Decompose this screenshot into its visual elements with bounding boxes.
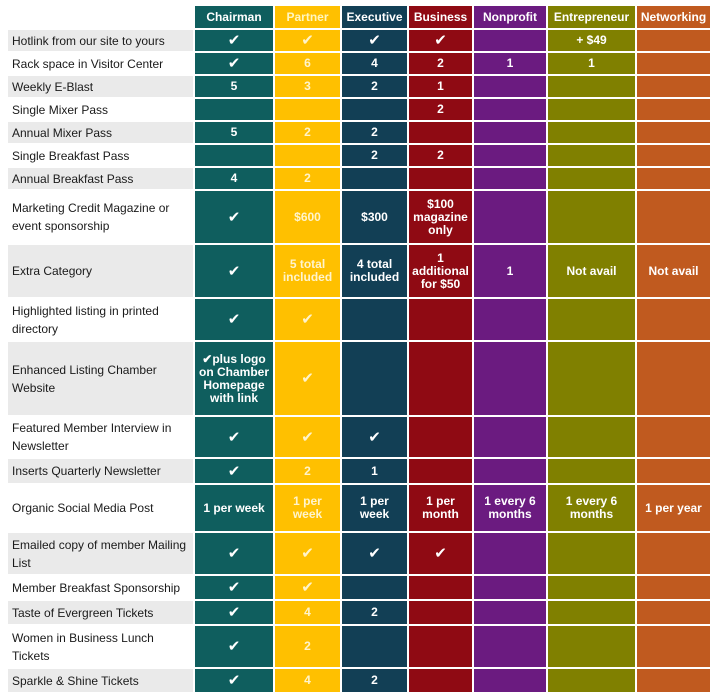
benefit-cell-networking [636,458,711,484]
benefit-row [8,52,711,75]
benefit-cell-business: 2 [408,52,473,75]
benefit-label: Women in Business Lunch Tickets [8,625,194,668]
benefit-cell-chairman: ✔ [194,532,274,575]
benefit-cell-chairman: ✔ [194,416,274,458]
benefit-row [8,144,711,167]
benefit-row [8,600,711,625]
benefit-cell-partner: ✔ [274,532,341,575]
benefit-cell-business [408,298,473,341]
benefit-cell-nonprofit [473,575,547,600]
benefit-cell-partner: 4 [274,668,341,693]
benefit-cell-executive: 2 [341,668,408,693]
benefit-label: Rack space in Visitor Center [8,52,194,75]
benefit-cell-entrepreneur [547,458,636,484]
benefit-cell-nonprofit [473,600,547,625]
benefit-cell-business [408,575,473,600]
tier-header-nonprofit: Nonprofit [473,6,547,29]
benefit-cell-entrepreneur [547,416,636,458]
benefit-cell-executive: ✔ [341,416,408,458]
benefit-cell-entrepreneur [547,625,636,668]
benefit-cell-partner: 4 [274,600,341,625]
benefit-cell-executive: 4 [341,52,408,75]
benefit-cell-business [408,121,473,144]
benefit-cell-chairman: ✔ [194,190,274,244]
benefit-cell-chairman [194,144,274,167]
benefit-cell-partner: 6 [274,52,341,75]
benefit-cell-executive [341,341,408,416]
benefit-cell-nonprofit [473,75,547,98]
benefit-cell-partner: ✔ [274,416,341,458]
benefit-label: Hotlink from our site to yours [8,29,194,52]
benefit-cell-entrepreneur: + $49 [547,29,636,52]
benefit-row [8,668,711,693]
benefit-row [8,98,711,121]
benefit-cell-networking: 1 per year [636,484,711,532]
benefit-row [8,167,711,190]
benefit-row [8,298,711,341]
benefit-cell-nonprofit [473,625,547,668]
benefit-cell-chairman: ✔ [194,668,274,693]
tier-header-partner: Partner [274,6,341,29]
benefit-cell-business: 2 [408,98,473,121]
benefit-cell-partner: ✔ [274,298,341,341]
benefit-cell-executive [341,98,408,121]
benefit-cell-entrepreneur [547,668,636,693]
benefit-row [8,75,711,98]
header-blank-cell [8,6,194,29]
benefit-cell-executive: $300 [341,190,408,244]
benefit-cell-networking [636,668,711,693]
benefit-cell-entrepreneur: 1 [547,52,636,75]
benefit-cell-partner: ✔ [274,29,341,52]
benefit-cell-business: 2 [408,144,473,167]
benefit-cell-entrepreneur [547,121,636,144]
benefit-cell-networking [636,341,711,416]
benefit-row [8,532,711,575]
benefit-cell-networking [636,625,711,668]
benefit-cell-networking: Not avail [636,244,711,298]
benefit-cell-business: ✔ [408,29,473,52]
benefit-cell-chairman: 5 [194,75,274,98]
tier-header-chairman: Chairman [194,6,274,29]
benefit-cell-partner: $600 [274,190,341,244]
benefit-cell-business: 1 additional for $50 [408,244,473,298]
benefit-cell-chairman: 5 [194,121,274,144]
benefit-label: Weekly E-Blast [8,75,194,98]
benefit-cell-partner: 2 [274,625,341,668]
benefit-cell-nonprofit [473,341,547,416]
benefit-label: Highlighted listing in printed directory [8,298,194,341]
benefit-cell-chairman: ✔plus logo on Chamber Homepage with link [194,341,274,416]
benefit-cell-nonprofit: 1 [473,52,547,75]
benefit-row [8,341,711,416]
benefit-row [8,575,711,600]
benefit-label: Annual Breakfast Pass [8,167,194,190]
benefit-cell-nonprofit [473,29,547,52]
benefit-label: Emailed copy of member Mailing List [8,532,194,575]
benefit-cell-entrepreneur [547,575,636,600]
benefit-row [8,244,711,298]
benefit-cell-chairman: ✔ [194,244,274,298]
benefit-cell-nonprofit: 1 every 6 months [473,484,547,532]
benefit-label: Sparkle & Shine Tickets [8,668,194,693]
benefit-label: Extra Category [8,244,194,298]
benefit-cell-entrepreneur [547,144,636,167]
benefit-cell-nonprofit [473,458,547,484]
benefit-cell-executive: ✔ [341,532,408,575]
benefit-cell-business [408,668,473,693]
benefit-label: Inserts Quarterly Newsletter [8,458,194,484]
benefit-cell-executive: 2 [341,75,408,98]
benefit-cell-networking [636,298,711,341]
benefit-cell-executive [341,167,408,190]
benefit-cell-nonprofit [473,668,547,693]
benefit-row [8,121,711,144]
benefit-cell-chairman: 4 [194,167,274,190]
benefit-label: Member Breakfast Sponsorship [8,575,194,600]
benefit-label: Enhanced Listing Chamber Website [8,341,194,416]
benefit-label: Marketing Credit Magazine or event sponsorship [8,190,194,244]
benefit-cell-nonprofit [473,416,547,458]
benefit-cell-executive [341,575,408,600]
benefit-cell-networking [636,144,711,167]
benefit-cell-networking [636,75,711,98]
benefit-cell-partner: 5 total included [274,244,341,298]
benefit-cell-executive [341,298,408,341]
benefit-row [8,29,711,52]
tier-header-executive: Executive [341,6,408,29]
benefit-cell-chairman: 1 per week [194,484,274,532]
benefit-row [8,190,711,244]
tier-header-entrepreneur: Entrepreneur [547,6,636,29]
benefit-cell-entrepreneur [547,532,636,575]
benefit-cell-executive: 1 [341,458,408,484]
benefit-cell-nonprofit [473,144,547,167]
benefit-cell-partner: 2 [274,458,341,484]
benefit-cell-nonprofit [473,532,547,575]
benefit-cell-business: 1 [408,75,473,98]
benefit-cell-partner: ✔ [274,575,341,600]
benefit-cell-business: 1 per month [408,484,473,532]
benefit-label: Single Mixer Pass [8,98,194,121]
benefit-cell-nonprofit [473,167,547,190]
benefit-cell-entrepreneur [547,341,636,416]
tier-header-row [8,6,711,29]
benefit-label: Single Breakfast Pass [8,144,194,167]
benefit-cell-executive: 2 [341,600,408,625]
benefit-cell-business: ✔ [408,532,473,575]
benefit-cell-nonprofit [473,298,547,341]
benefit-cell-networking [636,190,711,244]
benefit-row [8,484,711,532]
benefit-cell-business [408,600,473,625]
benefit-cell-chairman: ✔ [194,575,274,600]
benefit-cell-chairman: ✔ [194,625,274,668]
benefit-cell-entrepreneur: 1 every 6 months [547,484,636,532]
benefit-cell-chairman: ✔ [194,29,274,52]
benefit-cell-networking [636,52,711,75]
benefit-cell-entrepreneur [547,600,636,625]
benefit-cell-nonprofit: 1 [473,244,547,298]
benefit-cell-executive: ✔ [341,29,408,52]
benefit-cell-business [408,341,473,416]
benefit-cell-partner: 1 per week [274,484,341,532]
benefit-cell-networking [636,98,711,121]
benefit-cell-executive [341,625,408,668]
benefit-cell-partner: 2 [274,167,341,190]
benefit-cell-entrepreneur [547,167,636,190]
benefit-cell-partner: 2 [274,121,341,144]
benefit-cell-chairman: ✔ [194,298,274,341]
benefit-cell-business [408,458,473,484]
benefit-cell-business [408,416,473,458]
benefit-label: Featured Member Interview in Newsletter [8,416,194,458]
benefit-label: Annual Mixer Pass [8,121,194,144]
benefit-cell-entrepreneur: Not avail [547,244,636,298]
benefit-cell-networking [636,532,711,575]
benefit-cell-executive: 4 total included [341,244,408,298]
benefit-cell-nonprofit [473,98,547,121]
benefit-cell-executive: 1 per week [341,484,408,532]
benefit-row [8,458,711,484]
benefit-cell-networking [636,121,711,144]
benefit-cell-networking [636,575,711,600]
benefit-cell-executive: 2 [341,144,408,167]
membership-benefits-table [8,6,712,694]
benefit-cell-entrepreneur [547,98,636,121]
benefit-row [8,625,711,668]
benefit-cell-nonprofit [473,190,547,244]
benefit-cell-chairman: ✔ [194,600,274,625]
benefit-cell-partner: 3 [274,75,341,98]
benefit-cell-partner: ✔ [274,341,341,416]
benefit-cell-business [408,625,473,668]
benefit-label: Organic Social Media Post [8,484,194,532]
benefit-cell-networking [636,600,711,625]
benefit-cell-nonprofit [473,121,547,144]
benefit-cell-chairman: ✔ [194,458,274,484]
benefit-cell-networking [636,167,711,190]
benefit-cell-entrepreneur [547,75,636,98]
benefit-cell-networking [636,416,711,458]
benefit-label: Taste of Evergreen Tickets [8,600,194,625]
tier-header-networking: Networking [636,6,711,29]
tier-header-business: Business [408,6,473,29]
benefit-cell-business: $100 magazine only [408,190,473,244]
benefit-cell-partner [274,144,341,167]
benefit-cell-chairman [194,98,274,121]
benefit-cell-entrepreneur [547,298,636,341]
benefit-cell-partner [274,98,341,121]
benefit-cell-chairman: ✔ [194,52,274,75]
benefit-cell-networking [636,29,711,52]
benefit-cell-entrepreneur [547,190,636,244]
benefit-cell-executive: 2 [341,121,408,144]
benefit-cell-business [408,167,473,190]
benefit-row [8,416,711,458]
